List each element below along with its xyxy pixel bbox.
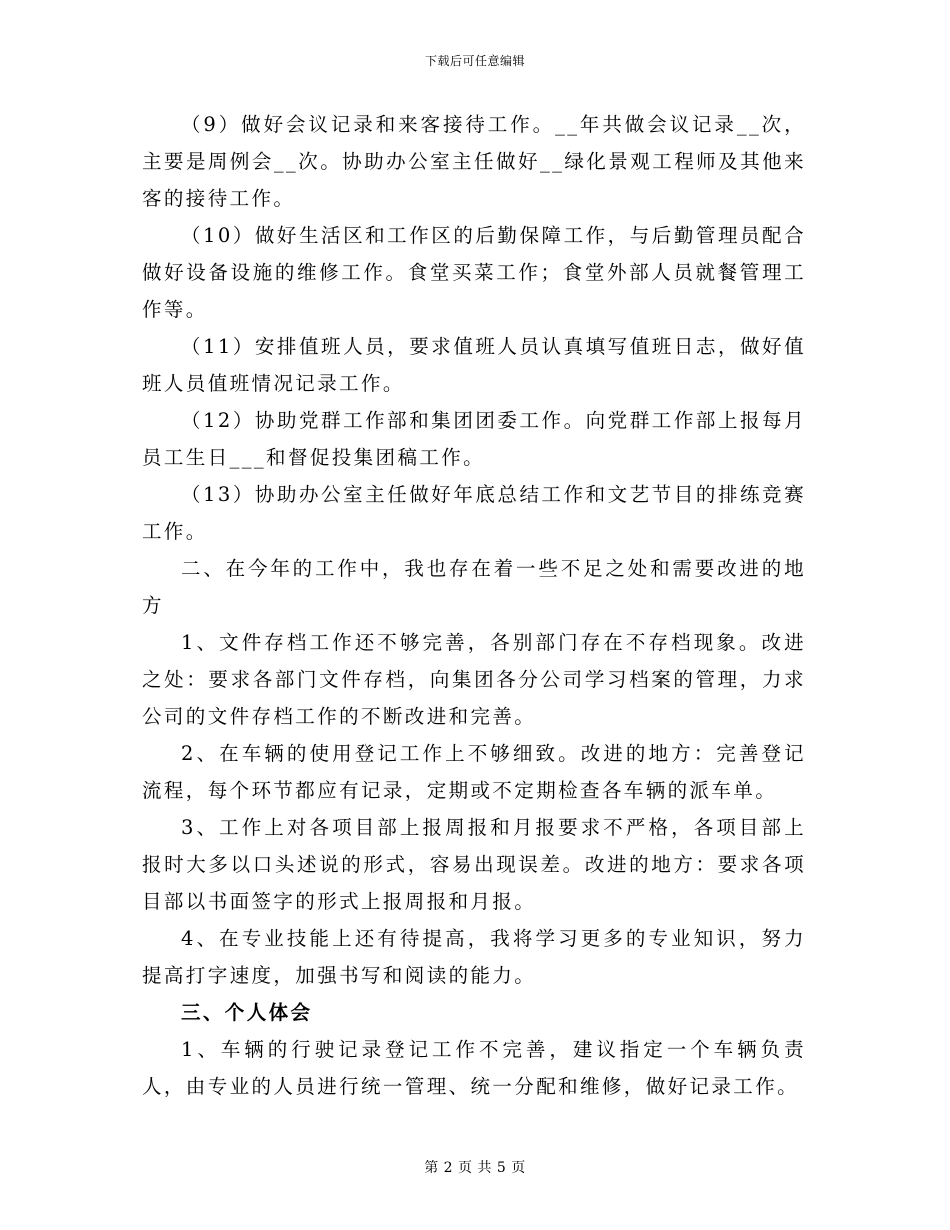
page-number-footer: 第 2 页 共 5 页: [424, 1160, 526, 1176]
experience-item-1: 1、车辆的行驶记录登记工作不完善，建议指定一个车辆负责人，由专业的人员进行统一管理、统一分配和维修，做好记录工作。: [142, 1038, 806, 1098]
improvement-item-2: 2、在车辆的使用登记工作上不够细致。改进的地方：完善登记流程，每个环节都应有记录，定期或不定期检查各车辆的派车单。: [142, 742, 806, 802]
document-body: [142, 106, 806, 1105]
page-header-note: 下载后可任意编辑: [424, 54, 525, 68]
paragraph-item-13: （13）协助办公室主任做好年底总结工作和文艺节目的排练竞赛工作。: [142, 483, 806, 543]
paragraph-item-9: （9）做好会议记录和来客接待工作。__年共做会议记录__次，主要是周例会__次。协助办公室主任做好__绿化景观工程师及其他来客的接待工作。: [142, 113, 806, 210]
improvement-item-3: 3、工作上对各项目部上报周报和月报要求不严格，各项目部上报时大多以口头述说的形式，容易出现误差。改进的地方：要求各项目部以书面签字的形式上报周报和月报。: [142, 816, 806, 913]
section-heading-personal-experience: 三、个人体会: [181, 1001, 313, 1024]
paragraph-item-11: （11）安排值班人员，要求值班人员认真填写值班日志，做好值班人员值班情况记录工作。: [142, 335, 806, 395]
improvement-item-4: 4、在专业技能上还有待提高，我将学习更多的专业知识，努力提高打字速度，加强书写和阅读的能力。: [142, 927, 806, 987]
paragraph-item-10: （10）做好生活区和工作区的后勤保障工作，与后勤管理员配合做好设备设施的维修工作。食堂买菜工作；食堂外部人员就餐管理工作等。: [142, 224, 806, 321]
section-heading-shortcomings: 二、在今年的工作中，我也存在着一些不足之处和需要改进的地方: [142, 557, 806, 617]
paragraph-item-12: （12）协助党群工作部和集团团委工作。向党群工作部上报每月员工生日___和督促投集团稿工作。: [142, 409, 806, 469]
improvement-item-1: 1、文件存档工作还不够完善，各别部门存在不存档现象。改进之处：要求各部门文件存档，向集团各分公司学习档案的管理，力求公司的文件存档工作的不断改进和完善。: [142, 631, 806, 728]
